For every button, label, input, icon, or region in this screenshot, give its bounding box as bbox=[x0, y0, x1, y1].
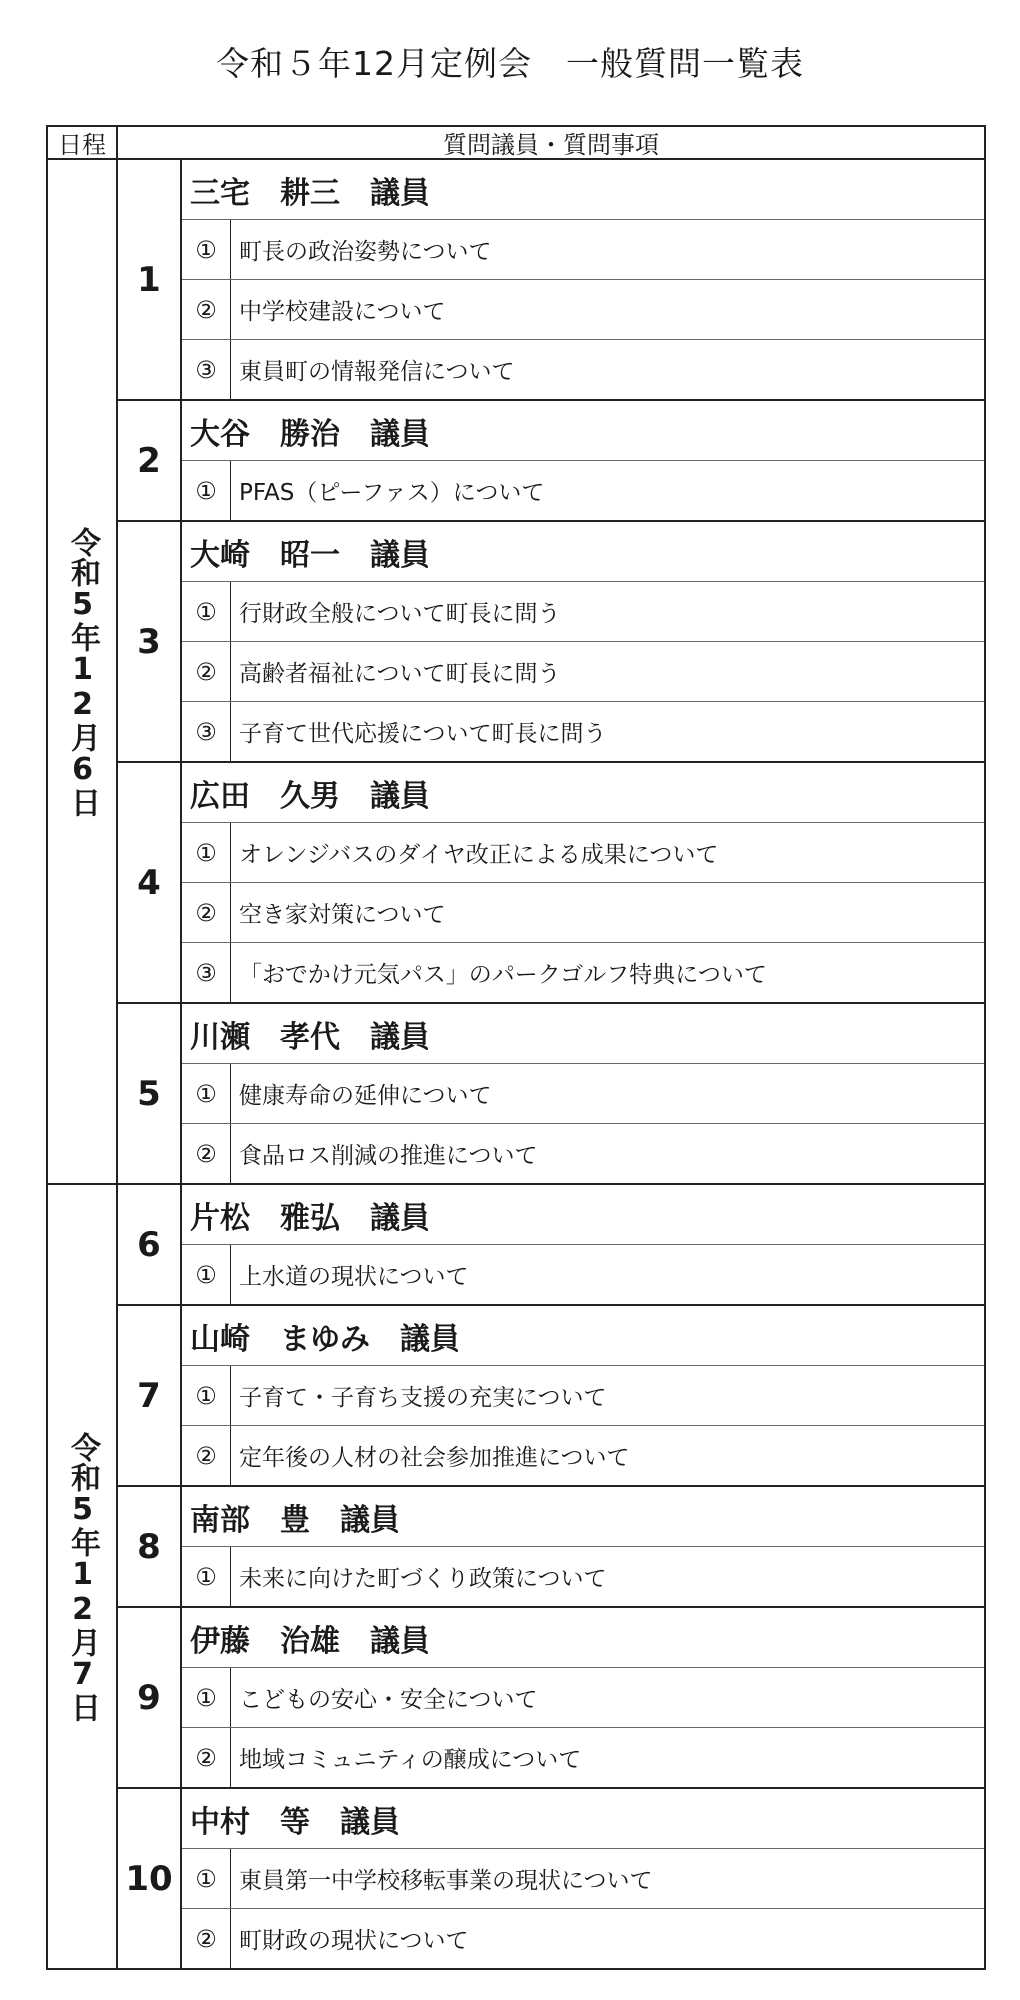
question-text: 行財政全般について町長に問う bbox=[239, 601, 561, 627]
question-mark: ② bbox=[182, 642, 231, 701]
speaker-number: 6 bbox=[118, 1185, 182, 1304]
speaker-block bbox=[118, 520, 984, 761]
speaker-number: 10 bbox=[118, 1789, 182, 1968]
question-text: 空き家対策について bbox=[239, 902, 446, 928]
speaker-content bbox=[182, 160, 984, 399]
table-body bbox=[48, 160, 984, 1968]
speaker-content bbox=[182, 522, 984, 761]
question-row bbox=[182, 219, 984, 279]
speaker-name: 中村 等 議員 bbox=[190, 1804, 400, 1840]
question-row bbox=[182, 1244, 984, 1304]
question-text: 町長の政治姿勢について bbox=[239, 239, 492, 265]
question-row bbox=[182, 701, 984, 761]
question-text: 東員町の情報発信について bbox=[239, 359, 515, 385]
question-mark: ② bbox=[182, 1124, 231, 1183]
speaker-content bbox=[182, 1306, 984, 1485]
speaker-content bbox=[182, 1487, 984, 1606]
question-row bbox=[182, 1727, 984, 1787]
question-row bbox=[182, 1123, 984, 1183]
speaker-block bbox=[118, 1185, 984, 1304]
question-text: 中学校建設について bbox=[239, 299, 446, 325]
question-row bbox=[182, 1908, 984, 1968]
speaker-block bbox=[118, 1002, 984, 1183]
question-mark: ② bbox=[182, 280, 231, 339]
question-mark: ① bbox=[182, 1245, 231, 1304]
speaker-name: 大崎 昭一 議員 bbox=[190, 537, 430, 573]
speaker-name: 三宅 耕三 議員 bbox=[190, 175, 430, 211]
speaker-name: 川瀬 孝代 議員 bbox=[190, 1019, 430, 1055]
question-row bbox=[182, 1848, 984, 1908]
speaker-name: 広田 久男 議員 bbox=[190, 778, 430, 814]
question-text: 定年後の人材の社会参加推進について bbox=[239, 1445, 630, 1471]
question-mark: ① bbox=[182, 461, 231, 520]
speaker-block bbox=[118, 1304, 984, 1485]
speaker-name: 山崎 まゆみ 議員 bbox=[190, 1321, 460, 1357]
speaker-name: 片松 雅弘 議員 bbox=[190, 1200, 430, 1236]
question-row bbox=[182, 1365, 984, 1425]
speaker-content bbox=[182, 1004, 984, 1183]
question-row bbox=[182, 1425, 984, 1485]
speaker-content bbox=[182, 1185, 984, 1304]
day-date-cell bbox=[48, 160, 118, 1183]
date-column-header: 日程 bbox=[48, 127, 118, 158]
question-row bbox=[182, 942, 984, 1002]
question-row bbox=[182, 581, 984, 641]
question-mark: ① bbox=[182, 1064, 231, 1123]
question-row bbox=[182, 1667, 984, 1727]
question-row bbox=[182, 339, 984, 399]
question-row bbox=[182, 641, 984, 701]
page-title: 令和５年12月定例会 一般質問一覧表 bbox=[216, 44, 804, 83]
speaker-block bbox=[118, 160, 984, 399]
question-mark: ① bbox=[182, 1547, 231, 1606]
question-mark: ① bbox=[182, 1849, 231, 1908]
question-row bbox=[182, 460, 984, 520]
question-mark: ① bbox=[182, 1668, 231, 1727]
speaker-number: 1 bbox=[118, 160, 182, 399]
question-text: PFAS（ピーファス）について bbox=[239, 480, 545, 506]
question-text: こどもの安心・安全について bbox=[239, 1687, 538, 1713]
question-mark: ③ bbox=[182, 340, 231, 399]
question-text: 未来に向けた町づくり政策について bbox=[239, 1566, 607, 1592]
day-speakers bbox=[118, 160, 984, 1183]
speaker-block bbox=[118, 1485, 984, 1606]
day-date-label: 令和5年12月6日 bbox=[65, 526, 100, 817]
question-mark: ② bbox=[182, 1728, 231, 1787]
speaker-number: 8 bbox=[118, 1487, 182, 1606]
question-mark: ② bbox=[182, 1426, 231, 1485]
question-mark: ③ bbox=[182, 943, 231, 1002]
question-mark: ② bbox=[182, 883, 231, 942]
question-text: 高齢者福祉について町長に問う bbox=[239, 661, 561, 687]
question-text: 上水道の現状について bbox=[239, 1264, 469, 1290]
question-text: 子育て世代応援について町長に問う bbox=[239, 721, 607, 747]
question-text: 子育て・子育ち支援の充実について bbox=[239, 1385, 607, 1411]
question-table bbox=[46, 125, 986, 1970]
day-speakers bbox=[118, 1185, 984, 1968]
speaker-number: 2 bbox=[118, 401, 182, 520]
question-text: 東員第一中学校移転事業の現状について bbox=[239, 1868, 653, 1894]
question-text: 食品ロス削減の推進について bbox=[239, 1143, 538, 1169]
question-mark: ① bbox=[182, 1366, 231, 1425]
question-text: オレンジバスのダイヤ改正による成果について bbox=[239, 842, 719, 868]
day-group bbox=[48, 1183, 984, 1968]
question-mark: ① bbox=[182, 823, 231, 882]
speaker-number: 7 bbox=[118, 1306, 182, 1485]
speaker-number: 4 bbox=[118, 763, 182, 1002]
speaker-block bbox=[118, 399, 984, 520]
question-mark: ① bbox=[182, 582, 231, 641]
speaker-block bbox=[118, 761, 984, 1002]
question-text: 地域コミュニティの醸成について bbox=[239, 1747, 582, 1773]
question-row bbox=[182, 882, 984, 942]
question-row bbox=[182, 1063, 984, 1123]
question-text: 健康寿命の延伸について bbox=[239, 1083, 492, 1109]
speaker-content bbox=[182, 763, 984, 1002]
question-mark: ② bbox=[182, 1909, 231, 1968]
question-row bbox=[182, 279, 984, 339]
question-text: 町財政の現状について bbox=[239, 1928, 469, 1954]
table-header bbox=[48, 127, 984, 160]
question-mark: ① bbox=[182, 220, 231, 279]
speaker-number: 5 bbox=[118, 1004, 182, 1183]
speaker-name: 伊藤 治雄 議員 bbox=[190, 1623, 430, 1659]
speaker-block bbox=[118, 1606, 984, 1787]
speaker-content bbox=[182, 1789, 984, 1968]
day-date-cell bbox=[48, 1185, 118, 1968]
topic-column-header: 質問議員・質問事項 bbox=[443, 131, 659, 159]
day-group bbox=[48, 160, 984, 1183]
question-row bbox=[182, 1546, 984, 1606]
speaker-number: 3 bbox=[118, 522, 182, 761]
speaker-name: 南部 豊 議員 bbox=[190, 1502, 400, 1538]
speaker-content bbox=[182, 1608, 984, 1787]
question-mark: ③ bbox=[182, 702, 231, 761]
speaker-content bbox=[182, 401, 984, 520]
speaker-number: 9 bbox=[118, 1608, 182, 1787]
speaker-name: 大谷 勝治 議員 bbox=[190, 416, 430, 452]
speaker-block bbox=[118, 1787, 984, 1968]
question-text: 「おでかけ元気パス」のパークゴルフ特典について bbox=[239, 962, 767, 988]
question-row bbox=[182, 822, 984, 882]
day-date-label: 令和5年12月7日 bbox=[65, 1431, 100, 1722]
